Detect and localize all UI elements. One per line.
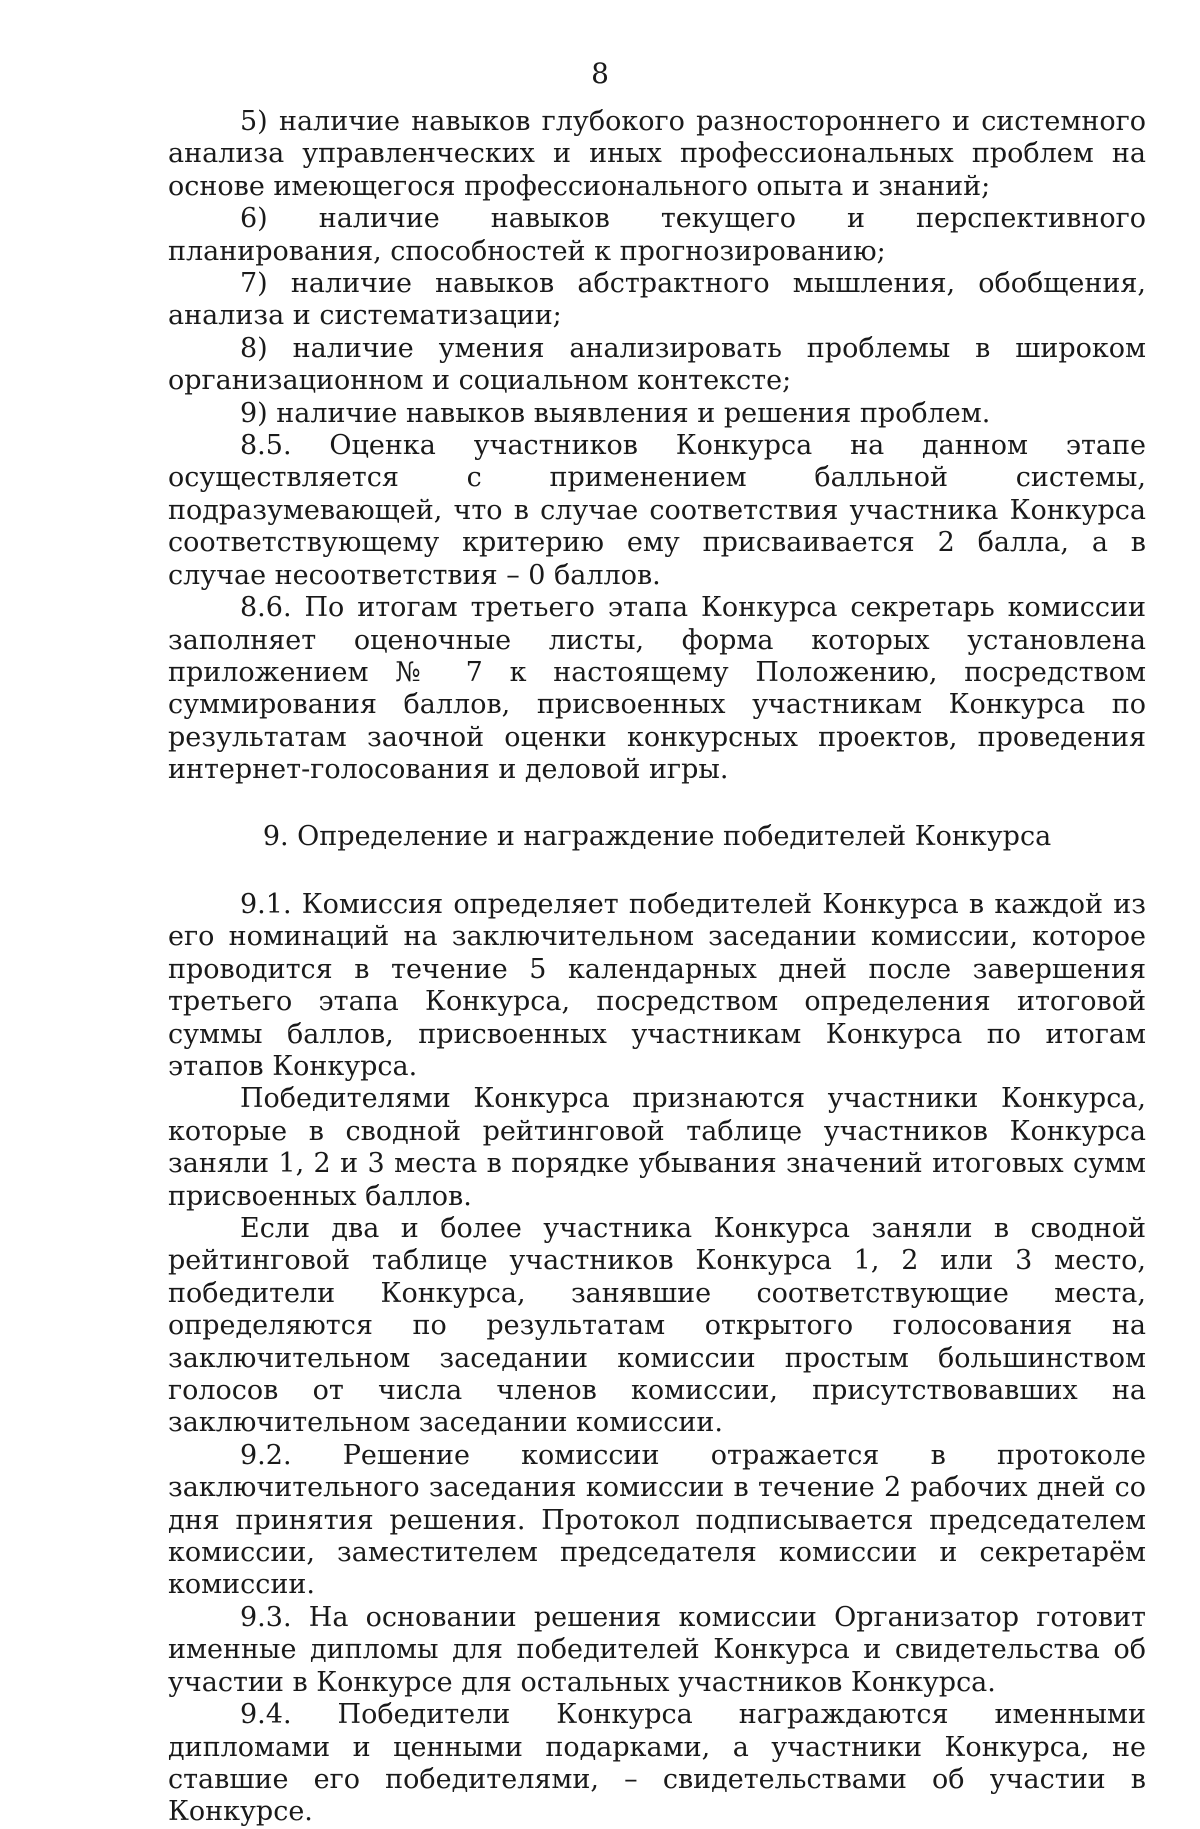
section-9-heading: 9. Определение и награждение победителей Конкурса — [262, 820, 1052, 852]
paragraph-9-3: 9.3. На основании решения комиссии Организатор готовит именные дипломы для победителей Конкурса и свидетельства об участии в Конкурсе для остальных участников Конкурса. — [168, 1601, 1146, 1698]
spacer — [168, 853, 1146, 889]
paragraph-9-4: 9.4. Победители Конкурса награждаются именными дипломами и ценными подарками, а участники Конкурса, не ставшие его победителями, – свидетельствами об участии в Конкурсе. — [168, 1699, 1146, 1828]
document-body — [168, 106, 1146, 1829]
paragraph-8-5: 8.5. Оценка участников Конкурса на данном этапе осуществляется с применением балльной системы, подразумевающей, что в случае соответствия участника Конкурса соответствующему критерию ему присваивается 2 балла, а в случае несоответствия – 0 баллов. — [168, 430, 1146, 591]
paragraph-8-6: 8.6. По итогам третьего этапа Конкурса секретарь комиссии заполняет оценочные листы, форма которых установлена приложением № 7 к настоящему Положению, посредством суммирования баллов, присвоенных участникам Конкурса по результатам заочной оценки конкурсных проектов, проведения интернет-голосования и деловой игры. — [168, 592, 1146, 786]
paragraph-8-4-item-7: 7) наличие навыков абстрактного мышления, обобщения, анализа и систематизации; — [168, 268, 1146, 332]
spacer — [168, 787, 1146, 821]
paragraph-8-4-item-8: 8) наличие умения анализировать проблемы в широком организационном и социальном контексте; — [168, 332, 1146, 397]
paragraph-8-4-item-9: 9) наличие навыков выявления и решения проблем. — [240, 397, 991, 429]
paragraph-9-1-winners: Победителями Конкурса признаются участники Конкурса, которые в сводной рейтинговой таблице участников Конкурса заняли 1, 2 и 3 места в порядке убывания значений итоговых сумм присвоенных баллов. — [168, 1083, 1146, 1212]
page-number: 8 — [591, 57, 609, 90]
paragraph-8-4-item-6: 6) наличие навыков текущего и перспективного планирования, способностей к прогнозированию; — [168, 203, 1146, 267]
paragraph-9-1: 9.1. Комиссия определяет победителей Конкурса в каждой из его номинаций на заключительном заседании комиссии, которое проводится в течение 5 календарных дней после завершения третьего этапа Конкурса, посредством определения итоговой суммы баллов, присвоенных участникам Конкурса по итогам этапов Конкурса. — [168, 888, 1146, 1082]
paragraph-9-2: 9.2. Решение комиссии отражается в протоколе заключительного заседания комиссии в течение 2 рабочих дней со дня принятия решения. Протокол подписывается председателем комиссии, заместителем председателя комиссии и секретарём комиссии. — [168, 1439, 1146, 1601]
paragraph-9-1-tie: Если два и более участника Конкурса заняли в сводной рейтинговой таблице участников Конкурса 1, 2 или 3 место, победители Конкурса, занявшие соответствующие места, определяются по результатам открытого голосования на заключительном заседании комиссии простым большинством голосов от числа членов комиссии, присутствовавших на заключительном заседании комиссии. — [168, 1213, 1146, 1439]
paragraph-8-4-item-5: 5) наличие навыков глубокого разностороннего и системного анализа управленческих и иных профессиональных проблем на основе имеющегося профессионального опыта и знаний; — [168, 106, 1146, 202]
